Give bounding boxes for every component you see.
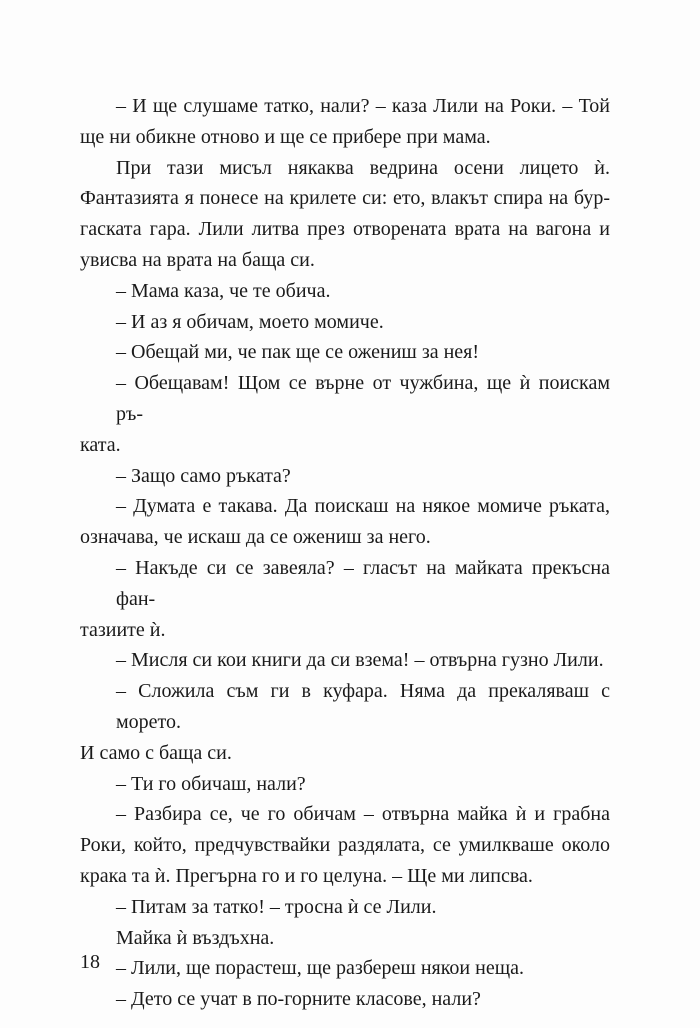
body-text xyxy=(80,91,610,1015)
text-line: И само с баща си. xyxy=(80,741,232,764)
text-line: При тази мисъл някаква ведрина осени лицето ѝ. xyxy=(116,156,610,179)
text-line: – Сложила съм ги в куфара. Няма да прекаляваш с морето. xyxy=(116,680,610,733)
paragraph xyxy=(80,645,610,676)
paragraph xyxy=(80,91,610,153)
text-line: Роки, който, предчувствайки раздялата, се умилкваше около xyxy=(80,834,610,857)
text-line: – Ти го обичаш, нали? xyxy=(116,772,306,795)
paragraph xyxy=(80,461,610,492)
paragraph xyxy=(80,276,610,307)
text-line: – Мама каза, че те обича. xyxy=(116,279,331,302)
paragraph xyxy=(80,337,610,368)
text-line: ката. xyxy=(80,433,121,456)
text-line: – И ще слушаме татко, нали? – каза Лили на Роки. – Той xyxy=(116,95,610,117)
page-number: 18 xyxy=(80,951,100,973)
text-line: ще ни обикне отново и ще се прибере при мама. xyxy=(80,125,491,148)
text-line: – Разбира се, че го обичам – отвърна майка ѝ и грабна xyxy=(116,803,610,826)
text-line: означава, че искаш да се ожениш за него. xyxy=(80,526,431,549)
text-line: – Лили, ще порастеш, ще разбереш някои неща. xyxy=(116,957,524,980)
text-line: – Питам за татко! – тросна ѝ се Лили. xyxy=(116,895,437,918)
paragraph xyxy=(80,769,610,800)
text-line: тазиите ѝ. xyxy=(80,618,166,641)
paragraph xyxy=(80,953,610,984)
text-line: крака та ѝ. Прегърна го и го целуна. – Ще ми липсва. xyxy=(80,864,533,887)
paragraph xyxy=(80,368,610,460)
text-line: – Накъде си се завеяла? – гласът на майката прекъсна фан- xyxy=(116,556,610,610)
text-line: Фантазията я понесе на крилете си: ето, влакът спира на бур- xyxy=(80,187,610,210)
paragraph xyxy=(80,923,610,954)
paragraph xyxy=(80,676,610,768)
text-line: – Думата е такава. Да поискаш на някое момиче ръката, xyxy=(116,495,610,518)
text-line: – И аз я обичам, моето момиче. xyxy=(116,310,384,333)
paragraph xyxy=(80,984,610,1015)
paragraph xyxy=(80,799,610,891)
paragraph xyxy=(80,553,610,645)
paragraph xyxy=(80,892,610,923)
text-line: Майка ѝ въздъхна. xyxy=(116,926,275,949)
text-line: – Обещавам! Щом се върне от чужбина, ще ѝ поискам ръ- xyxy=(116,372,610,425)
paragraph xyxy=(80,153,610,276)
paragraph xyxy=(80,307,610,338)
paragraph xyxy=(80,491,610,553)
text-line: гаската гара. Лили литва през отворената врата на вагона и xyxy=(80,218,610,241)
text-line: – Дето се учат в по-горните класове, нали? xyxy=(116,988,481,1011)
text-line: увисва на врата на баща си. xyxy=(80,248,315,271)
text-line: – Защо само ръката? xyxy=(116,464,291,487)
text-line: – Обещай ми, че пак ще се ожениш за нея! xyxy=(116,341,480,364)
text-line: – Мисля си кои книги да си взема! – отвърна гузно Лили. xyxy=(116,649,604,672)
